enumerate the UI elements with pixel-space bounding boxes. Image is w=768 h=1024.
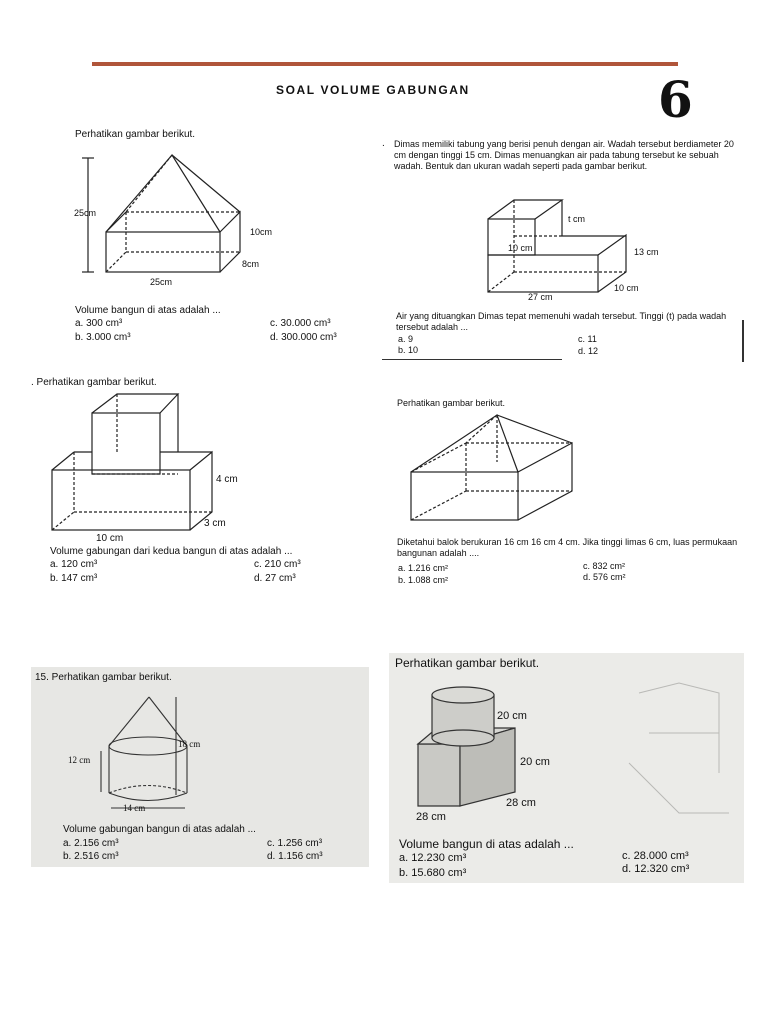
q3-prompt: . Perhatikan gambar berikut. (31, 377, 157, 388)
q5-label-total: 18 cm (178, 739, 201, 749)
q5-option-b[interactable]: b. 2.516 cm³ (63, 851, 119, 862)
q3-option-a[interactable]: a. 120 cm³ (50, 559, 98, 570)
q6-label-cube-h: 20 cm (520, 756, 550, 768)
q1-option-b[interactable]: b. 3.000 cm³ (75, 332, 131, 343)
q4-option-a[interactable]: a. 1.216 cm² (398, 563, 449, 573)
q2-option-d[interactable]: d. 12 (578, 346, 599, 356)
q2-label-10b: 10 cm (614, 283, 639, 293)
q5-option-a[interactable]: a. 2.156 cm³ (63, 838, 119, 849)
question-5-panel (31, 667, 369, 867)
q2-question: Air yang dituangkan Dimas tepat memenuhi wadah tersebut. Tinggi (t) pada wadah tersebut adalah ... (396, 311, 727, 332)
q5-question: Volume gabungan bangun di atas adalah ... (63, 824, 256, 835)
q3-label-w: 3 cm (204, 518, 226, 529)
q1-option-c[interactable]: c. 30.000 cm³ (270, 318, 331, 329)
q2-bullet: . (382, 138, 385, 149)
q3-question: Volume gabungan dari kedua bangun di atas adalah ... (50, 546, 293, 557)
q6-prompt: Perhatikan gambar berikut. (395, 656, 540, 670)
q2-option-b[interactable]: b. 10 (398, 345, 419, 355)
q4-question: Diketahui balok berukuran 16 cm 16 cm 4 cm. Jika tinggi limas 6 cm, luas permukaan bangunan adalah .... (397, 537, 738, 558)
q6-label-cyl: 20 cm (497, 710, 527, 722)
q1-label-prism-height: 10cm (250, 227, 273, 237)
q5-option-c[interactable]: c. 1.256 cm³ (267, 838, 323, 849)
q1-label-height: 25cm (74, 208, 97, 218)
page-title: SOAL VOLUME GABUNGAN (276, 83, 470, 97)
q4-option-c[interactable]: c. 832 cm² (583, 561, 626, 571)
q1-label-width: 8cm (242, 259, 260, 269)
q1-prompt: Perhatikan gambar berikut. (75, 129, 196, 140)
q1-option-d[interactable]: d. 300.000 cm³ (270, 332, 337, 343)
q4-option-b[interactable]: b. 1.088 cm² (398, 575, 449, 585)
q2-label-27: 27 cm (528, 292, 553, 302)
q6-option-a[interactable]: a. 12.230 cm³ (399, 852, 467, 864)
q6-option-b[interactable]: b. 15.680 cm³ (399, 867, 467, 879)
q3-option-c[interactable]: c. 210 cm³ (254, 559, 301, 570)
q5-figure-cone-on-cylinder (31, 667, 369, 867)
q6-option-d[interactable]: d. 12.320 cm³ (622, 863, 690, 875)
q3-label-l: 10 cm (96, 533, 124, 544)
q3-option-d[interactable]: d. 27 cm³ (254, 573, 296, 584)
q1-question: Volume bangun di atas adalah ... (75, 305, 221, 316)
q2-option-a[interactable]: a. 9 (398, 334, 414, 344)
q6-option-c[interactable]: c. 28.000 cm³ (622, 850, 689, 862)
q4-prompt: Perhatikan gambar berikut. (397, 398, 506, 408)
q6-question: Volume bangun di atas adalah ... (399, 837, 574, 851)
q3-option-b[interactable]: b. 147 cm³ (50, 573, 98, 584)
q6-label-cube-l: 28 cm (416, 811, 446, 823)
q5-prompt: 15. Perhatikan gambar berikut. (35, 672, 172, 683)
q5-label-cyl: 12 cm (68, 755, 91, 765)
q1-option-a[interactable]: a. 300 cm³ (75, 318, 123, 329)
question-6-panel (389, 653, 744, 883)
q1-label-length: 25cm (150, 277, 173, 287)
q3-label-h: 4 cm (216, 474, 238, 485)
q2-prompt: Dimas memiliki tabung yang berisi penuh dengan air. Wadah tersebut berdiameter 20 cm dengan tinggi 15 cm. Dimas menuangkan air pada tabung tersebut ke sebuah wadah. Bentuk dan ukuran wadah seperti pada gambar berikut. (394, 139, 734, 171)
q6-label-cube-w: 28 cm (506, 797, 536, 809)
q5-label-diam: 14 cm (123, 803, 146, 813)
q2-label-t: t cm (568, 214, 585, 224)
q4-option-d[interactable]: d. 576 cm² (583, 572, 626, 582)
q2-label-10: 10 cm (508, 243, 533, 253)
page-number: 6 (658, 70, 693, 129)
q5-option-d[interactable]: d. 1.156 cm³ (267, 851, 323, 862)
q2-label-13: 13 cm (634, 247, 659, 257)
q2-option-c[interactable]: c. 11 (578, 334, 597, 344)
